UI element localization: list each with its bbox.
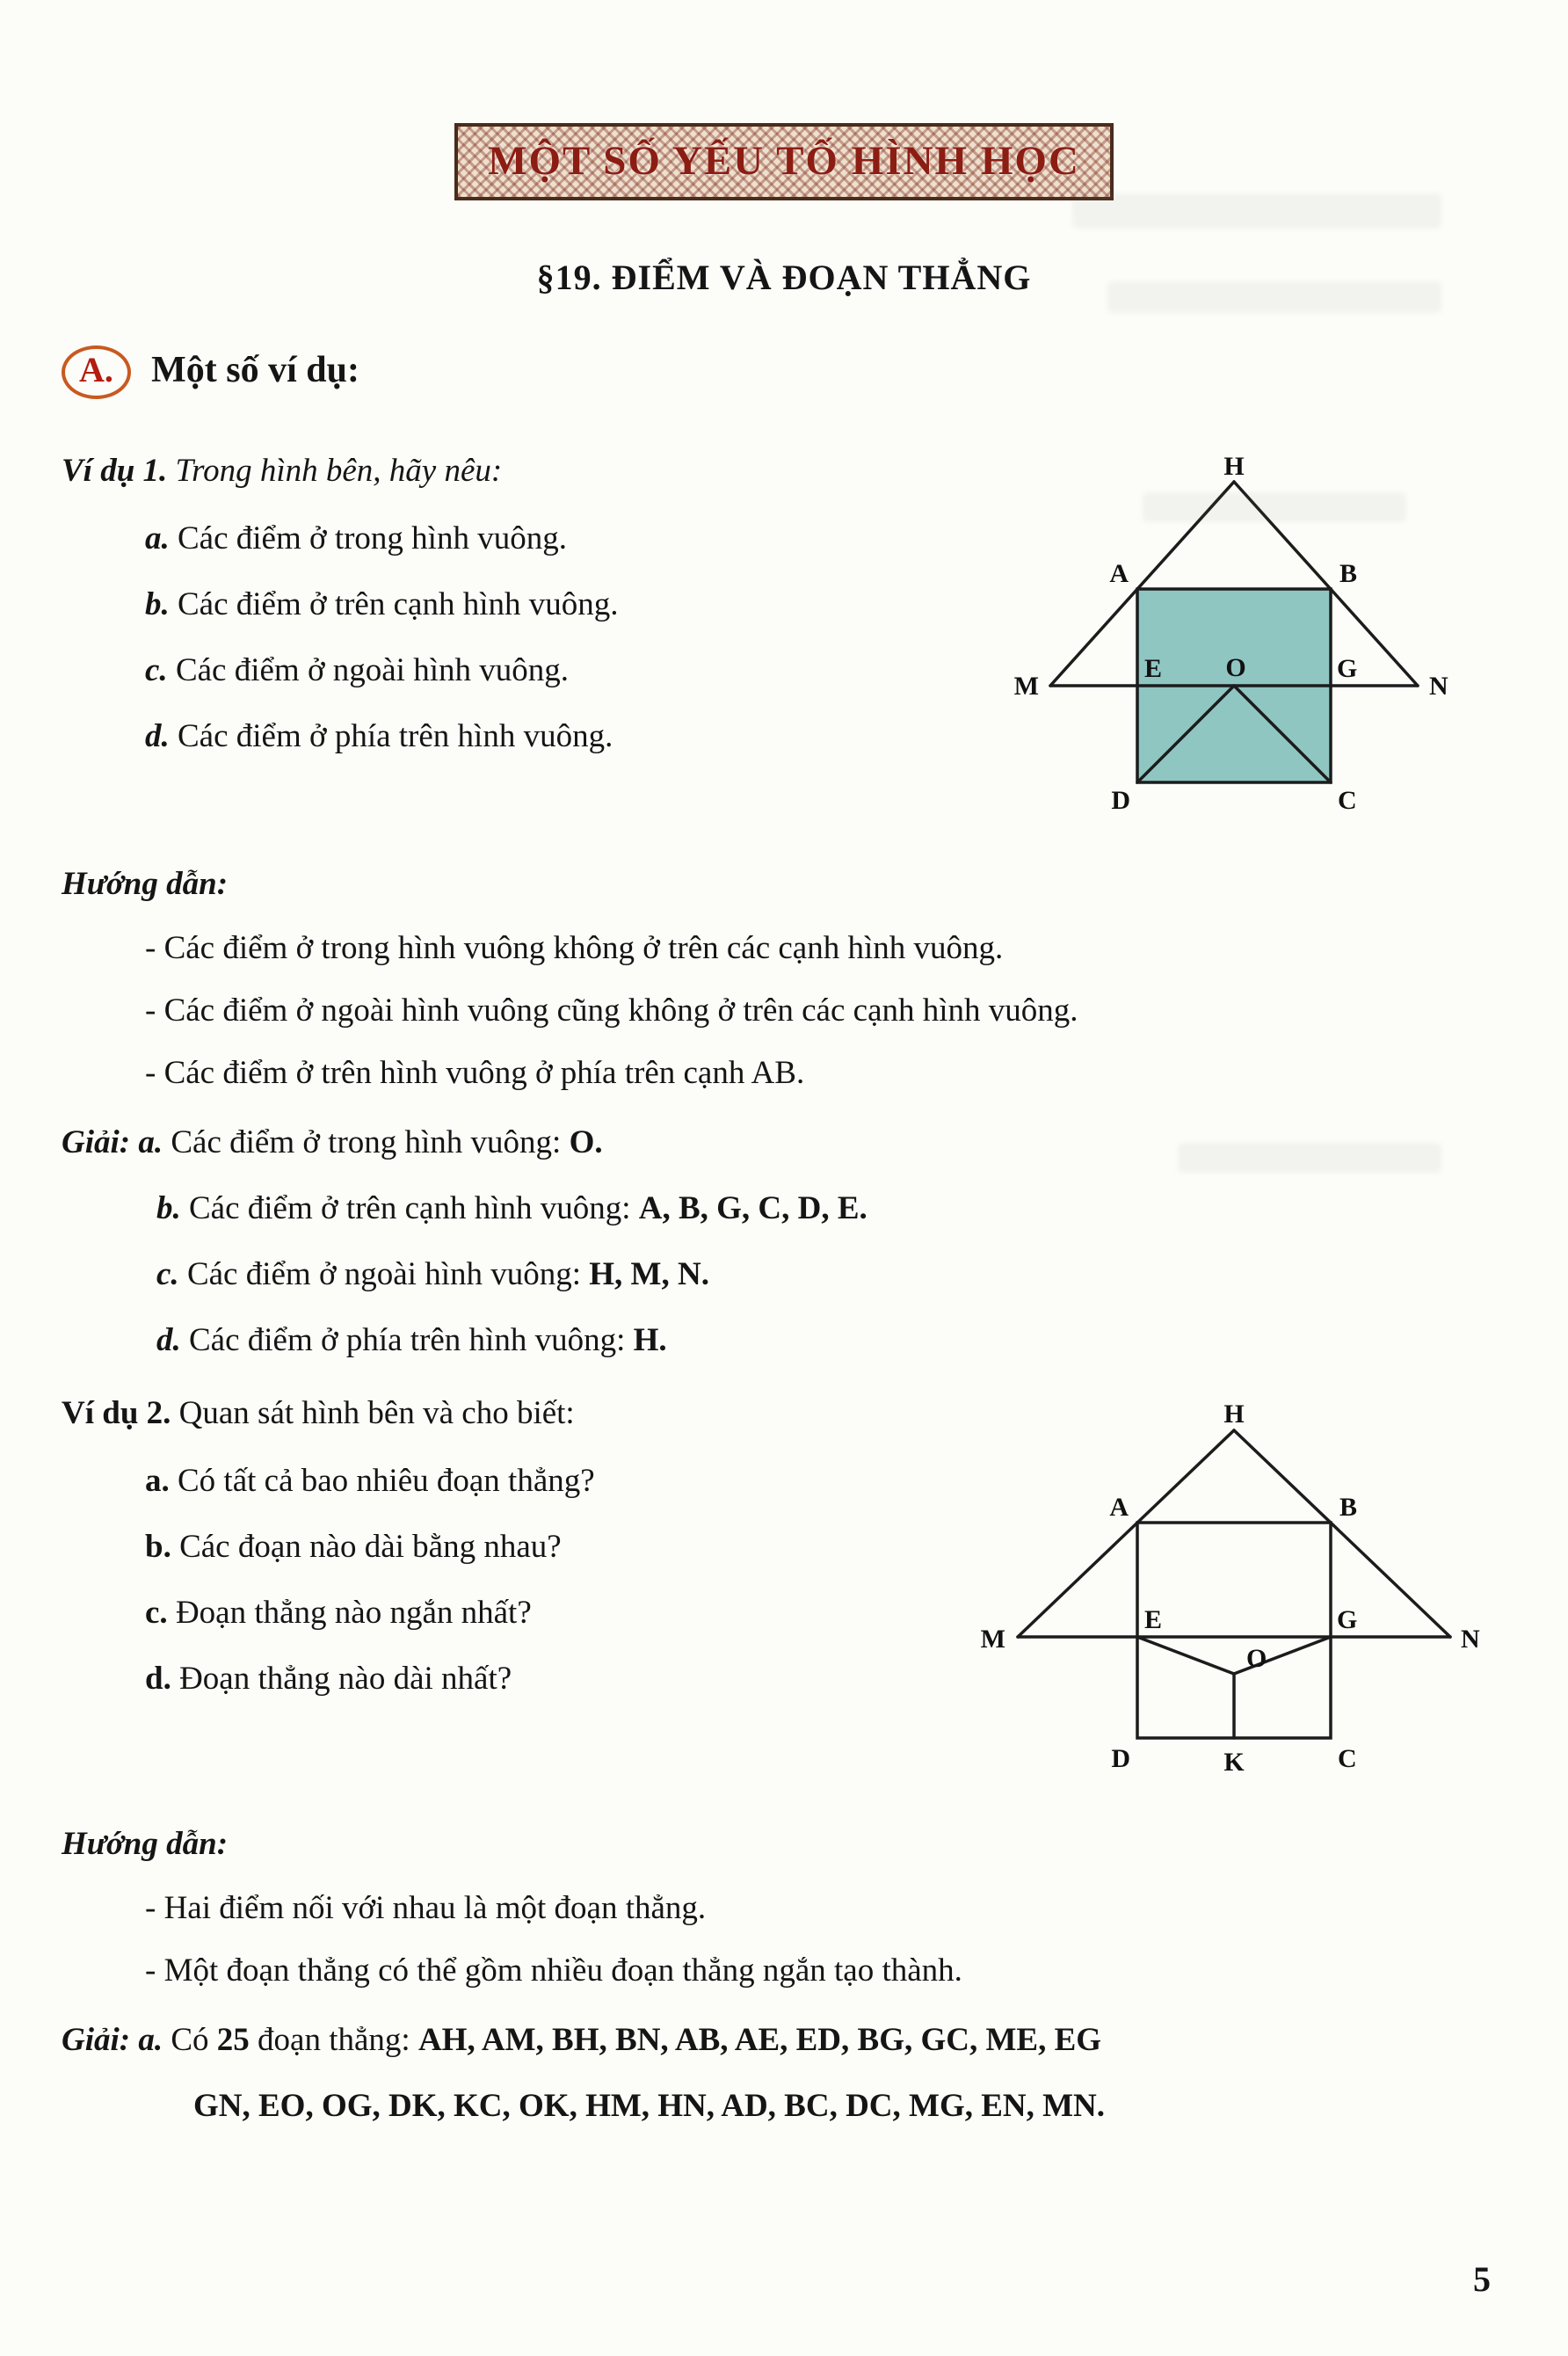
solution-label: Giải: (62, 1124, 131, 1160)
point-label-M: M (1013, 672, 1039, 701)
solution-1-line-a (62, 1123, 1506, 1161)
example-2-title-text: Quan sát hình bên và cho biết: (178, 1395, 575, 1431)
item-letter: b. (145, 1529, 171, 1565)
example-2-item-b (145, 1528, 953, 1566)
figure-square-with-points (962, 457, 1489, 826)
point-label-M: M (980, 1625, 1005, 1654)
segments-line-1: AH, AM, BH, BN, AB, AE, ED, BG, GC, ME, EG (417, 2022, 1102, 2058)
solution-2 (62, 2021, 1506, 2125)
intro-line (62, 345, 1506, 399)
example-2-item-d (145, 1660, 953, 1698)
point-label-B: B (1339, 1493, 1358, 1522)
point-label-N: N (1461, 1625, 1480, 1654)
example-2-item-c (145, 1594, 953, 1632)
point-label-H: H (1223, 457, 1245, 481)
point-label-E: E (1144, 1605, 1163, 1634)
line-EO (1137, 1637, 1234, 1674)
segments-line-2: GN, EO, OG, DK, KC, OK, HM, HN, AD, BC, DC, MG, EN, MN. (193, 2088, 1106, 2124)
item-answer: O. (569, 1124, 603, 1160)
example-1-figure (962, 452, 1506, 835)
point-label-D: D (1111, 1744, 1130, 1773)
point-label-G: G (1337, 654, 1358, 683)
item-letter: a. (138, 2022, 163, 2058)
example-1 (62, 452, 1506, 835)
example-1-title-text: Trong hình bên, hãy nêu: (175, 453, 503, 489)
segment-count: 25 (216, 2022, 250, 2058)
line-HM (1018, 1430, 1234, 1637)
point-label-C: C (1338, 786, 1357, 815)
item-letter: c. (156, 1256, 179, 1292)
guide-2-line: - Một đoạn thẳng có thể gồm nhiều đoạn thẳng ngắn tạo thành. (145, 1952, 962, 1989)
example-1-title-label: Ví dụ 1. (62, 453, 168, 489)
item-letter: d. (145, 718, 170, 754)
point-label-H: H (1223, 1400, 1245, 1429)
item-text: Các điểm ở trong hình vuông. (178, 520, 567, 556)
example-1-item-d (145, 717, 953, 755)
point-label-O: O (1246, 1644, 1267, 1673)
intro-post: đoạn thẳng: (258, 2022, 410, 2058)
guide-1 (62, 865, 1506, 1092)
solution-label: Giải: (62, 2022, 131, 2058)
item-letter: a. (145, 1463, 170, 1499)
solution-1-line-c (156, 1255, 1506, 1293)
guide-1-line: - Các điểm ở trong hình vuông không ở trên các cạnh hình vuông. (145, 930, 1004, 966)
banner-wrap (62, 123, 1506, 200)
solution-1 (62, 1123, 1506, 1359)
chapter-banner (454, 123, 1114, 200)
guide-1-line: - Các điểm ở trên hình vuông ở phía trên cạnh AB. (145, 1055, 805, 1091)
point-label-O: O (1225, 653, 1246, 682)
item-text: Các điểm ở ngoài hình vuông: (186, 1256, 582, 1292)
intro-pre: Có (171, 2022, 209, 2058)
guide-1-line: - Các điểm ở ngoài hình vuông cũng không ở trên các cạnh hình vuông. (145, 993, 1078, 1029)
item-text: Các điểm ở trên cạnh hình vuông. (178, 586, 619, 622)
page-number: 5 (1473, 2259, 1491, 2299)
item-letter: c. (145, 652, 168, 688)
example-2-title (62, 1394, 953, 1432)
item-letter: a. (145, 520, 170, 556)
example-2 (62, 1394, 1506, 1795)
item-text: Có tất cả bao nhiêu đoạn thẳng? (178, 1463, 595, 1499)
example-2-item-a (145, 1462, 953, 1500)
example-1-item-b (145, 585, 953, 623)
point-label-B: B (1339, 559, 1358, 588)
chapter-title: MỘT SỐ YẾU TỐ HÌNH HỌC (488, 138, 1080, 184)
item-letter: c. (145, 1595, 168, 1631)
point-label-G: G (1337, 1605, 1358, 1634)
point-label-K: K (1223, 1748, 1245, 1777)
point-label-D: D (1111, 786, 1130, 815)
example-1-text (62, 452, 962, 783)
item-text: Các điểm ở phía trên hình vuông. (178, 718, 613, 754)
item-text: Đoạn thẳng nào ngắn nhất? (175, 1595, 532, 1631)
example-2-text (62, 1394, 962, 1726)
point-label-N: N (1429, 672, 1448, 701)
item-answer: H. (633, 1322, 667, 1358)
item-text: Các đoạn nào dài bằng nhau? (179, 1529, 562, 1565)
section-a-badge: A. (62, 345, 131, 399)
intro-label: Một số ví dụ: (151, 350, 359, 390)
point-label-A: A (1109, 1493, 1129, 1522)
guide-2 (62, 1825, 1506, 1989)
guide-1-label: Hướng dẫn: (62, 866, 229, 902)
item-letter: b. (156, 1190, 181, 1226)
item-text: Các điểm ở ngoài hình vuông. (175, 652, 569, 688)
item-answer: H, M, N. (589, 1256, 709, 1292)
item-text: Các điểm ở trong hình vuông: (171, 1124, 562, 1160)
solution-1-line-d (156, 1321, 1506, 1359)
figure-segments (962, 1400, 1489, 1786)
solution-1-line-b (156, 1189, 1506, 1227)
item-text: Các điểm ở phía trên hình vuông: (189, 1322, 626, 1358)
example-1-item-a (145, 520, 953, 557)
item-letter: d. (145, 1661, 171, 1697)
item-letter: a. (138, 1124, 163, 1160)
section-heading: §19. ĐIỂM VÀ ĐOẠN THẲNG (536, 258, 1032, 297)
item-letter: d. (156, 1322, 181, 1358)
point-label-C: C (1338, 1744, 1357, 1773)
guide-2-line: - Hai điểm nối với nhau là một đoạn thẳng. (145, 1890, 707, 1926)
point-label-E: E (1144, 654, 1163, 683)
solution-2-line-1 (62, 2021, 1506, 2059)
example-2-figure (962, 1394, 1506, 1795)
item-text: Các điểm ở trên cạnh hình vuông: (189, 1190, 631, 1226)
item-letter: b. (145, 586, 170, 622)
example-1-item-c (145, 651, 953, 689)
guide-2-label: Hướng dẫn: (62, 1826, 229, 1862)
example-2-title-label: Ví dụ 2. (62, 1395, 171, 1431)
point-label-A: A (1109, 559, 1129, 588)
item-answer: A, B, G, C, D, E. (638, 1190, 867, 1226)
item-text: Đoạn thẳng nào dài nhất? (179, 1661, 512, 1697)
example-1-title (62, 452, 953, 490)
